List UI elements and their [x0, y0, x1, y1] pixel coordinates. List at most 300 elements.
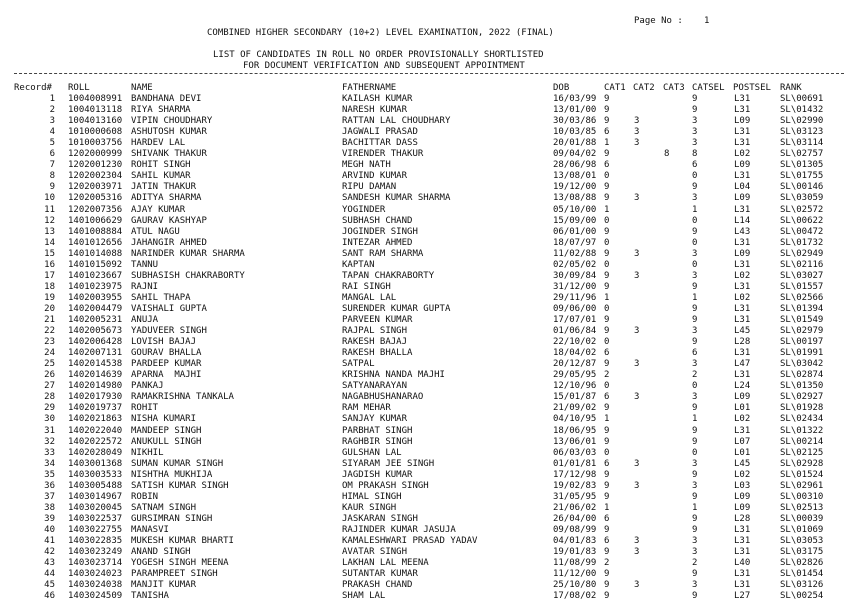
cell-roll: 1403020045: [68, 502, 123, 513]
cell-dob: 17/08/02: [553, 591, 597, 602]
cell-postsel: L04: [734, 182, 751, 193]
cell-cat2: 3: [634, 326, 640, 337]
cell-dob: 05/10/00: [553, 204, 597, 215]
cell-name: ROHIT SINGH: [131, 160, 191, 171]
cell-roll: 1403022835: [68, 536, 123, 546]
cell-record: 13: [44, 226, 55, 237]
cell-cat2: 3: [634, 458, 640, 469]
cell-roll: 1010003756: [68, 138, 123, 149]
cell-cat1: 9: [604, 149, 610, 160]
cell-cat1: 1: [604, 414, 610, 425]
cell-rank: SL\01322: [780, 425, 824, 436]
cell-record: 32: [44, 436, 55, 447]
cell-fathername: MEGH NATH: [342, 160, 391, 171]
col-catsel: CATSEL: [692, 83, 725, 93]
cell-record: 37: [44, 491, 55, 502]
cell-postsel: L31: [734, 237, 751, 248]
cell-postsel: L02: [734, 469, 751, 480]
cell-cat1: 6: [604, 536, 610, 546]
col-name: NAME: [131, 83, 153, 93]
cell-roll: 1402021863: [68, 414, 123, 425]
cell-record: 42: [44, 547, 55, 558]
cell-fathername: RAI SINGH: [342, 281, 391, 292]
cell-rank: SL\00214: [780, 436, 824, 447]
cell-name: YOGESH SINGH MEENA: [131, 558, 229, 569]
cell-catsel: 3: [692, 116, 698, 127]
cell-fathername: SHAM LAL: [342, 591, 386, 602]
cell-rank: SL\03059: [780, 193, 824, 204]
cell-dob: 15/01/87: [553, 392, 597, 403]
cell-fathername: JASKARAN SINGH: [342, 513, 418, 524]
cell-roll: 1004008991: [68, 94, 123, 104]
cell-catsel: 3: [692, 138, 698, 149]
cell-dob: 21/06/02: [553, 502, 597, 513]
cell-name: MANJIT KUMAR: [131, 580, 197, 591]
cell-rank: SL\02566: [780, 292, 824, 303]
col-dob: DOB: [553, 83, 570, 93]
cell-cat1: 1: [604, 138, 610, 149]
cell-name: GOURAV BHALLA: [131, 348, 202, 359]
cell-dob: 29/11/96: [553, 292, 597, 303]
cell-cat2: 3: [634, 359, 640, 370]
cell-fathername: KAPTAN: [342, 259, 375, 270]
cell-dob: 13/08/01: [553, 171, 597, 182]
cell-rank: SL\02826: [780, 558, 824, 569]
cell-postsel: L31: [734, 425, 751, 436]
cell-roll: 1202003971: [68, 182, 123, 193]
col-rank: RANK: [780, 83, 802, 93]
cell-name: PARDEEP KUMAR: [131, 359, 202, 370]
cell-dob: 30/09/84: [553, 270, 597, 281]
cell-catsel: 0: [692, 171, 698, 182]
cell-dob: 20/01/88: [553, 138, 597, 149]
cell-postsel: L03: [734, 480, 751, 491]
cell-postsel: L09: [734, 160, 751, 171]
col-cat1: CAT1: [604, 83, 626, 93]
cell-rank: SL\03114: [780, 138, 824, 149]
cell-cat1: 1: [604, 204, 610, 215]
cell-cat1: 2: [604, 558, 610, 569]
cell-roll: 1202002304: [68, 171, 123, 182]
cell-fathername: SANT RAM SHARMA: [342, 248, 424, 259]
cell-dob: 13/08/88: [553, 193, 597, 204]
cell-cat1: 0: [604, 447, 610, 458]
cell-rank: SL\00146: [780, 182, 824, 193]
cell-cat1: 9: [604, 226, 610, 237]
cell-fathername: RAKESH BHALLA: [342, 348, 413, 359]
cell-catsel: 9: [692, 105, 698, 116]
cell-cat1: 0: [604, 171, 610, 182]
cell-rank: SL\01305: [780, 160, 824, 171]
cell-cat2: 3: [634, 270, 640, 281]
cell-dob: 13/01/00: [553, 105, 597, 116]
cell-dob: 26/04/00: [553, 513, 597, 524]
cell-cat1: 6: [604, 392, 610, 403]
cell-name: JAHANGIR AHMED: [131, 237, 207, 248]
cell-postsel: L28: [734, 337, 751, 348]
cell-catsel: 3: [692, 248, 698, 259]
cell-cat1: 9: [604, 315, 610, 325]
cell-postsel: L43: [734, 226, 751, 237]
cell-cat2: 3: [634, 480, 640, 491]
cell-fathername: JAGWALI PRASAD: [342, 127, 418, 138]
col-fathername: FATHERNAME: [342, 83, 397, 93]
cell-dob: 11/02/88: [553, 248, 597, 259]
cell-roll: 1403001368: [68, 458, 123, 469]
cell-record: 45: [44, 580, 55, 591]
cell-rank: SL\01991: [780, 348, 824, 359]
cell-name: ADITYA SHARMA: [131, 193, 202, 204]
cell-rank: SL\02979: [780, 326, 824, 337]
cell-fathername: PRAKASH CHAND: [342, 580, 413, 591]
cell-cat3: 8: [664, 149, 670, 160]
cell-name: ROBIN: [131, 491, 159, 502]
cell-postsel: L31: [734, 370, 751, 381]
cell-dob: 15/09/00: [553, 215, 597, 226]
cell-fathername: KAILASH KUMAR: [342, 94, 413, 104]
cell-dob: 09/08/99: [553, 524, 597, 535]
cell-postsel: L24: [734, 381, 751, 392]
cell-rank: SL\00197: [780, 337, 824, 348]
cell-name: LOVISH BAJAJ: [131, 337, 197, 348]
cell-fathername: RAM MEHAR: [342, 403, 391, 414]
cell-catsel: 9: [692, 469, 698, 480]
cell-rank: SL\02928: [780, 458, 824, 469]
cell-rank: SL\02949: [780, 248, 824, 259]
cell-record: 17: [44, 270, 55, 281]
cell-catsel: 3: [692, 359, 698, 370]
cell-rank: SL\03123: [780, 127, 824, 138]
cell-name: AJAY KUMAR: [131, 204, 186, 215]
cell-name: SUBHASISH CHAKRABORTY: [131, 270, 245, 281]
cell-roll: 1403023714: [68, 558, 123, 569]
cell-catsel: 9: [692, 524, 698, 535]
cell-name: ASHUTOSH KUMAR: [131, 127, 207, 138]
cell-catsel: 1: [692, 502, 698, 513]
cell-catsel: 2: [692, 370, 698, 381]
cell-rank: SL\03126: [780, 580, 824, 591]
cell-postsel: L45: [734, 326, 751, 337]
cell-roll: 1402006428: [68, 337, 123, 348]
cell-rank: SL\01524: [780, 469, 824, 480]
cell-name: VIPIN CHOUDHARY: [131, 116, 213, 127]
cell-catsel: 1: [692, 204, 698, 215]
cell-name: RAMAKRISHNA TANKALA: [131, 392, 234, 403]
cell-catsel: 9: [692, 403, 698, 414]
cell-postsel: L09: [734, 491, 751, 502]
cell-roll: 1403024038: [68, 580, 123, 591]
cell-cat2: 3: [634, 536, 640, 546]
cell-rank: SL\02927: [780, 392, 824, 403]
cell-catsel: 1: [692, 414, 698, 425]
cell-record: 21: [44, 315, 55, 325]
cell-cat1: 9: [604, 403, 610, 414]
cell-roll: 1403022755: [68, 524, 123, 535]
cell-cat2: 3: [634, 138, 640, 149]
cell-name: SATNAM SINGH: [131, 502, 197, 513]
cell-rank: SL\01549: [780, 315, 824, 325]
list-title-line-2: FOR DOCUMENT VERIFICATION AND SUBSEQUENT APPOINTMENT: [243, 61, 525, 71]
cell-fathername: PARVEEN KUMAR: [342, 315, 413, 325]
cell-name: ANUJA: [131, 315, 159, 325]
cell-rank: SL\02434: [780, 414, 824, 425]
cell-dob: 20/12/87: [553, 359, 597, 370]
cell-postsel: L01: [734, 447, 751, 458]
cell-postsel: L14: [734, 215, 751, 226]
cell-postsel: L31: [734, 524, 751, 535]
cell-name: TANNU: [131, 259, 159, 270]
list-title-line-1: LIST OF CANDIDATES IN ROLL NO ORDER PROVISIONALLY SHORTLISTED: [213, 50, 544, 60]
cell-record: 41: [44, 536, 55, 546]
col-cat3: CAT3: [663, 83, 685, 93]
cell-dob: 12/10/96: [553, 381, 597, 392]
cell-catsel: 9: [692, 425, 698, 436]
cell-cat1: 9: [604, 547, 610, 558]
cell-rank: SL\03042: [780, 359, 824, 370]
cell-name: RIYA SHARMA: [131, 105, 191, 116]
cell-fathername: TAPAN CHAKRABORTY: [342, 270, 435, 281]
cell-postsel: L31: [734, 547, 751, 558]
cell-catsel: 9: [692, 94, 698, 104]
cell-name: ROHIT: [131, 403, 159, 414]
cell-roll: 1202005316: [68, 193, 123, 204]
cell-name: VAISHALI GUPTA: [131, 303, 207, 314]
cell-record: 11: [44, 204, 55, 215]
cell-fathername: SURENDER KUMAR GUPTA: [342, 303, 451, 314]
cell-dob: 18/07/97: [553, 237, 597, 248]
cell-roll: 1403005488: [68, 480, 123, 491]
cell-catsel: 3: [692, 326, 698, 337]
cell-cat1: 1: [604, 292, 610, 303]
cell-rank: SL\01350: [780, 381, 824, 392]
cell-name: MANDEEP SINGH: [131, 425, 202, 436]
cell-cat1: 9: [604, 326, 610, 337]
cell-record: 39: [44, 513, 55, 524]
cell-record: 14: [44, 237, 55, 248]
cell-rank: SL\02757: [780, 149, 824, 160]
cell-catsel: 6: [692, 160, 698, 171]
cell-rank: SL\01069: [780, 524, 824, 535]
cell-catsel: 9: [692, 337, 698, 348]
cell-postsel: L01: [734, 403, 751, 414]
cell-name: YADUVEER SINGH: [131, 326, 207, 337]
cell-cat1: 6: [604, 160, 610, 171]
cell-cat1: 0: [604, 303, 610, 314]
cell-dob: 18/06/95: [553, 425, 597, 436]
cell-catsel: 0: [692, 215, 698, 226]
cell-fathername: RAKESH BAJAJ: [342, 337, 408, 348]
cell-fathername: INTEZAR AHMED: [342, 237, 413, 248]
cell-record: 6: [49, 149, 55, 160]
cell-record: 10: [44, 193, 55, 204]
cell-postsel: L02: [734, 149, 751, 160]
cell-record: 1: [49, 94, 55, 104]
cell-rank: SL\03053: [780, 536, 824, 546]
col-roll: ROLL: [68, 83, 90, 93]
cell-record: 44: [44, 569, 55, 580]
cell-cat1: 9: [604, 248, 610, 259]
cell-cat1: 9: [604, 524, 610, 535]
cell-cat1: 9: [604, 469, 610, 480]
cell-record: 19: [44, 292, 55, 303]
cell-rank: SL\01454: [780, 569, 824, 580]
cell-record: 34: [44, 458, 55, 469]
cell-record: 35: [44, 469, 55, 480]
cell-roll: 1402005673: [68, 326, 123, 337]
cell-postsel: L31: [734, 138, 751, 149]
cell-name: ANUKULL SINGH: [131, 436, 202, 447]
cell-catsel: 3: [692, 547, 698, 558]
cell-dob: 04/01/83: [553, 536, 597, 546]
cell-rank: SL\02125: [780, 447, 824, 458]
cell-roll: 1402014538: [68, 359, 123, 370]
cell-dob: 28/06/98: [553, 160, 597, 171]
cell-dob: 19/02/83: [553, 480, 597, 491]
cell-name: SAHIL KUMAR: [131, 171, 191, 182]
cell-record: 24: [44, 348, 55, 359]
cell-record: 38: [44, 502, 55, 513]
cell-record: 22: [44, 326, 55, 337]
cell-name: GURSIMRAN SINGH: [131, 513, 213, 524]
cell-fathername: JOGINDER SINGH: [342, 226, 418, 237]
cell-name: RAJNI: [131, 281, 159, 292]
cell-catsel: 6: [692, 348, 698, 359]
cell-name: NARINDER KUMAR SHARMA: [131, 248, 245, 259]
cell-dob: 10/03/85: [553, 127, 597, 138]
cell-cat2: 3: [634, 193, 640, 204]
cell-catsel: 3: [692, 536, 698, 546]
cell-catsel: 3: [692, 270, 698, 281]
cell-record: 3: [49, 116, 55, 127]
cell-dob: 25/10/80: [553, 580, 597, 591]
cell-roll: 1402019737: [68, 403, 123, 414]
cell-rank: SL\02961: [780, 480, 824, 491]
cell-rank: SL\01755: [780, 171, 824, 182]
cell-roll: 1403024509: [68, 591, 123, 602]
cell-dob: 01/06/84: [553, 326, 597, 337]
cell-fathername: OM PRAKASH SINGH: [342, 480, 429, 491]
cell-catsel: 1: [692, 292, 698, 303]
cell-cat2: 3: [634, 580, 640, 591]
cell-fathername: BACHITTAR DASS: [342, 138, 418, 149]
cell-cat1: 9: [604, 591, 610, 602]
cell-fathername: ARVIND KUMAR: [342, 171, 408, 182]
cell-roll: 1402014980: [68, 381, 123, 392]
cell-roll: 1401008884: [68, 226, 123, 237]
cell-name: PARAMPREET SINGH: [131, 569, 218, 580]
col-cat2: CAT2: [633, 83, 655, 93]
cell-record: 28: [44, 392, 55, 403]
cell-roll: 1401015092: [68, 259, 123, 270]
cell-cat1: 9: [604, 359, 610, 370]
cell-roll: 1402005231: [68, 315, 123, 325]
cell-fathername: KAMALESHWARI PRASAD YADAV: [342, 536, 478, 546]
cell-cat1: 9: [604, 480, 610, 491]
cell-cat1: 0: [604, 237, 610, 248]
cell-dob: 06/03/03: [553, 447, 597, 458]
cell-catsel: 9: [692, 182, 698, 193]
cell-postsel: L31: [734, 259, 751, 270]
cell-name: APARNA MAJHI: [131, 370, 202, 381]
cell-name: NISHTHA MUKHIJA: [131, 469, 213, 480]
cell-rank: SL\00472: [780, 226, 824, 237]
cell-dob: 11/08/99: [553, 558, 597, 569]
cell-cat2: 3: [634, 116, 640, 127]
cell-postsel: L31: [734, 303, 751, 314]
cell-fathername: YOGINDER: [342, 204, 386, 215]
cell-fathername: RAJINDER KUMAR JASUJA: [342, 524, 456, 535]
cell-name: MANASVI: [131, 524, 169, 535]
cell-catsel: 3: [692, 127, 698, 138]
cell-rank: SL\02572: [780, 204, 824, 215]
cell-postsel: L07: [734, 436, 751, 447]
cell-dob: 17/07/01: [553, 315, 597, 325]
cell-fathername: SIYARAM JEE SINGH: [342, 458, 435, 469]
cell-record: 33: [44, 447, 55, 458]
cell-record: 25: [44, 359, 55, 370]
cell-rank: SL\02116: [780, 259, 824, 270]
cell-roll: 1403003533: [68, 469, 123, 480]
cell-record: 4: [49, 127, 55, 138]
col-postsel: POSTSEL: [733, 83, 771, 93]
cell-fathername: AVATAR SINGH: [342, 547, 408, 558]
cell-name: ANAND SINGH: [131, 547, 191, 558]
cell-postsel: L02: [734, 292, 751, 303]
cell-fathername: JAGDISH KUMAR: [342, 469, 413, 480]
cell-rank: SL\00310: [780, 491, 824, 502]
cell-name: PANKAJ: [131, 381, 164, 392]
cell-postsel: L09: [734, 116, 751, 127]
cell-record: 29: [44, 403, 55, 414]
cell-fathername: VIRENDER THAKUR: [342, 149, 424, 160]
cell-roll: 1403023249: [68, 547, 123, 558]
cell-record: 31: [44, 425, 55, 436]
cell-cat2: 3: [634, 248, 640, 259]
cell-catsel: 0: [692, 237, 698, 248]
cell-roll: 1402028049: [68, 447, 123, 458]
cell-postsel: L09: [734, 502, 751, 513]
cell-catsel: 0: [692, 447, 698, 458]
cell-cat2: 3: [634, 547, 640, 558]
cell-cat1: 9: [604, 281, 610, 292]
cell-cat1: 6: [604, 458, 610, 469]
cell-roll: 1401014088: [68, 248, 123, 259]
cell-name: SATISH KUMAR SINGH: [131, 480, 229, 491]
cell-roll: 1401012656: [68, 237, 123, 248]
cell-record: 7: [49, 160, 55, 171]
cell-catsel: 9: [692, 491, 698, 502]
cell-cat1: 9: [604, 436, 610, 447]
cell-catsel: 9: [692, 513, 698, 524]
cell-postsel: L47: [734, 359, 751, 370]
cell-dob: 22/10/02: [553, 337, 597, 348]
cell-dob: 04/10/95: [553, 414, 597, 425]
cell-rank: SL\01432: [780, 105, 824, 116]
cell-catsel: 3: [692, 193, 698, 204]
cell-dob: 09/04/02: [553, 149, 597, 160]
cell-postsel: L40: [734, 558, 751, 569]
cell-fathername: SATYANARAYAN: [342, 381, 408, 392]
cell-roll: 1004013118: [68, 105, 123, 116]
cell-cat1: 1: [604, 502, 610, 513]
cell-record: 43: [44, 558, 55, 569]
cell-record: 9: [49, 182, 55, 193]
cell-postsel: L45: [734, 458, 751, 469]
cell-fathername: NAGABHUSHANARAO: [342, 392, 424, 403]
cell-catsel: 0: [692, 381, 698, 392]
cell-dob: 29/05/95: [553, 370, 597, 381]
cell-roll: 1401023667: [68, 270, 123, 281]
